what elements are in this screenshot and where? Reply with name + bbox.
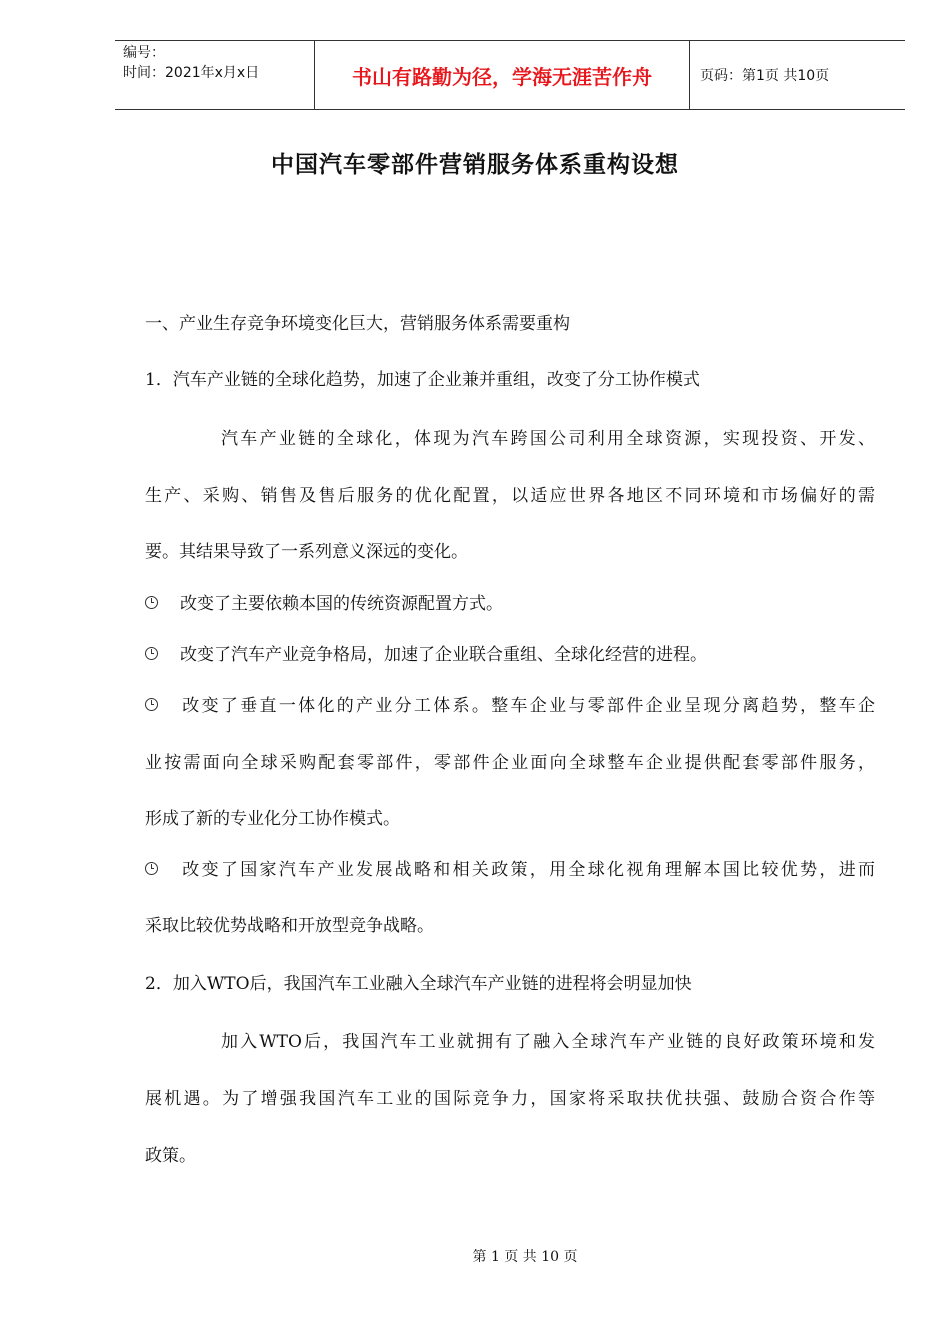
document-number-label: 编号： xyxy=(123,45,165,61)
paragraph-line: 汽车产业链的全球化，体现为汽车跨国公司利用全球资源，实现投资、开发、 xyxy=(221,429,875,449)
list-item xyxy=(145,643,875,667)
list-item xyxy=(145,694,875,718)
list-item-text: 改变了主要依赖本国的传统资源配置方式。 xyxy=(180,594,503,614)
clock-bullet-icon xyxy=(145,647,158,660)
list-item-text: 改变了汽车产业竞争格局，加速了企业联合重组、全球化经营的进程。 xyxy=(180,645,707,665)
list-item-text: 改变了垂直一体化的产业分工体系。整车企业与零部件企业呈现分离趋势，整车企 xyxy=(180,696,875,716)
list-item xyxy=(145,592,875,616)
document-title: 中国汽车零部件营销服务体系重构设想 xyxy=(271,152,679,178)
clock-bullet-icon xyxy=(145,596,158,609)
document-header xyxy=(115,40,905,110)
list-item-text: 改变了国家汽车产业发展战略和相关政策，用全球化视角理解本国比较优势，进而 xyxy=(180,860,875,880)
paragraph-line: 业按需面向全球采购配套零部件，零部件企业面向全球整车企业提供配套零部件服务， xyxy=(145,753,875,773)
clock-bullet-icon xyxy=(145,698,158,711)
paragraph-line: 政策。 xyxy=(145,1146,196,1166)
paragraph-line: 加入WTO后，我国汽车工业就拥有了融入全球汽车产业链的良好政策环境和发 xyxy=(221,1032,875,1052)
header-page-info: 页码：第1页 共10页 xyxy=(700,68,830,84)
subsection-heading: 2．加入WTO后，我国汽车工业融入全球汽车产业链的进程将会明显加快 xyxy=(145,974,692,994)
subsection-heading: 1．汽车产业链的全球化趋势，加速了企业兼并重组，改变了分工协作模式 xyxy=(145,370,700,390)
section-heading: 一、产业生存竞争环境变化巨大，营销服务体系需要重构 xyxy=(145,314,570,334)
header-meta xyxy=(115,41,315,109)
header-motto: 书山有路勤为径，学海无涯苦作舟 xyxy=(315,41,690,109)
paragraph-line: 生产、采购、销售及售后服务的优化配置，以适应世界各地区不同环境和市场偏好的需 xyxy=(145,486,875,506)
clock-bullet-icon xyxy=(145,862,158,875)
list-item xyxy=(145,858,875,882)
paragraph-line: 形成了新的专业化分工协作模式。 xyxy=(145,809,400,829)
paragraph-line: 展机遇。为了增强我国汽车工业的国际竞争力，国家将采取扶优扶强、鼓励合资合作等 xyxy=(145,1089,875,1109)
paragraph-line: 要。其结果导致了一系列意义深远的变化。 xyxy=(145,542,468,562)
document-date: 时间：2021年x月x日 xyxy=(123,65,260,81)
paragraph-line: 采取比较优势战略和开放型竞争战略。 xyxy=(145,916,434,936)
page-footer: 第 1 页 共 10 页 xyxy=(472,1249,578,1265)
